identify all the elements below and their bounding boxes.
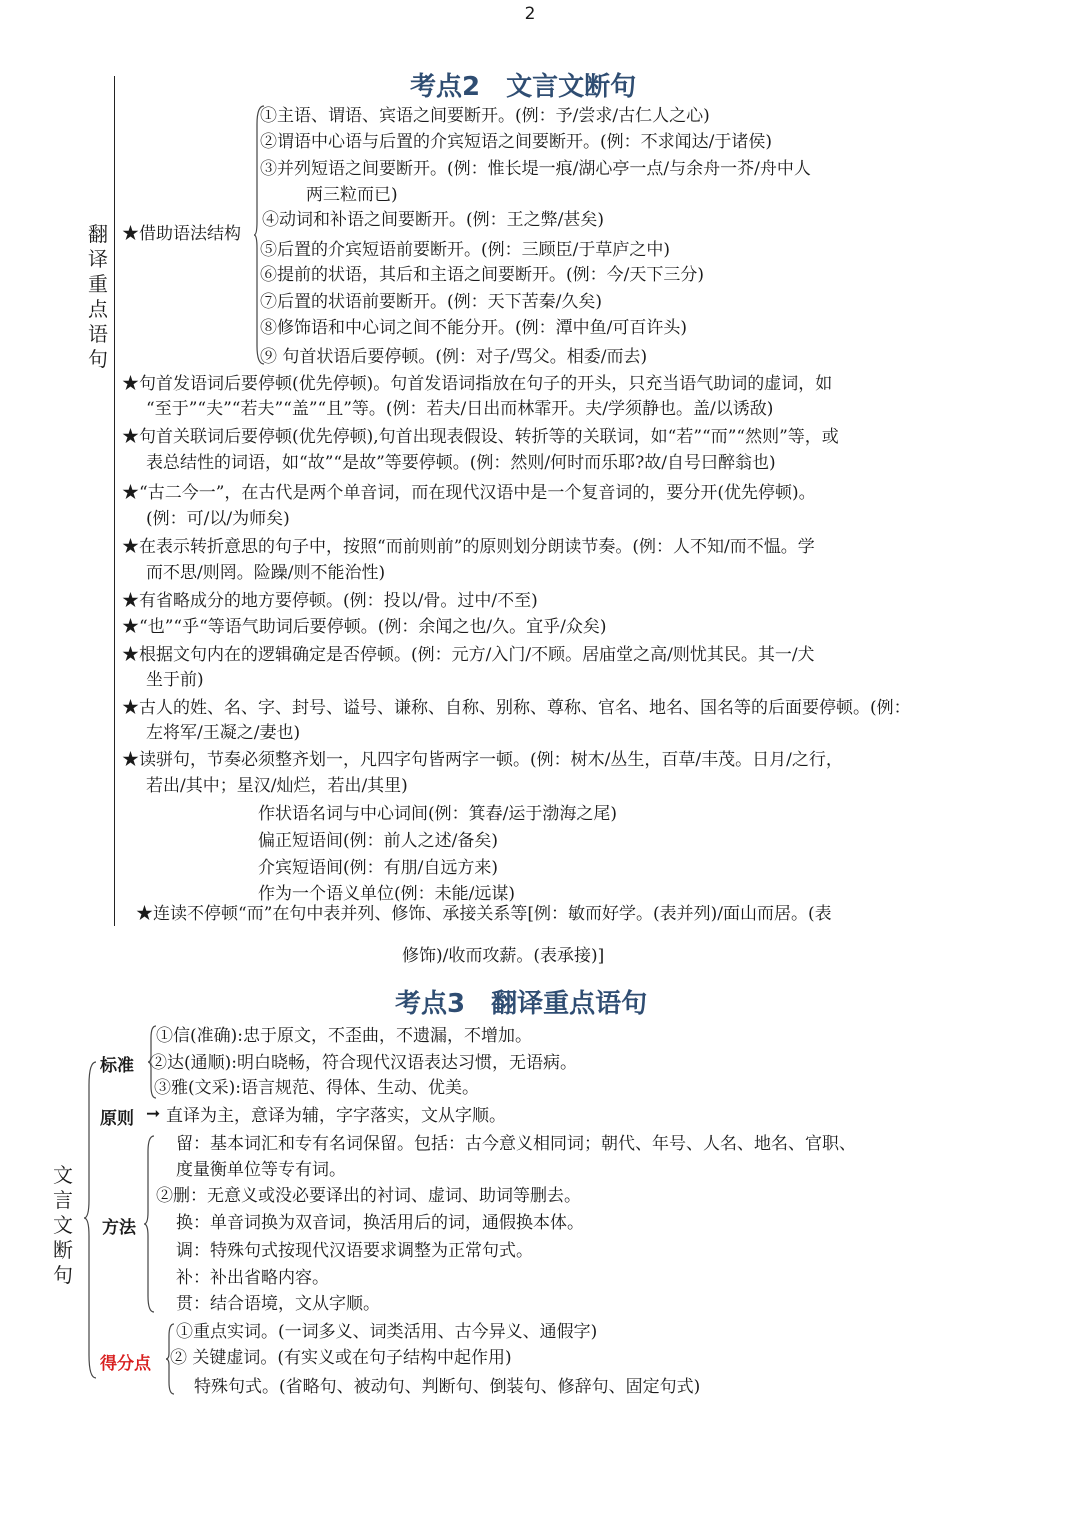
- star-line: ★有省略成分的地方要停顿。(例：投以/骨。过中/不至): [122, 591, 538, 611]
- score-item: ①重点实词。(一词多义、词类活用、古今异义、通假字): [176, 1322, 598, 1342]
- star-line: ★读骈句，节奏必须整齐划一，凡四字句皆两字一顿。(例：树木/丛生，百草/丰茂。日月/之行，: [122, 750, 843, 770]
- star-line-cont: 坐于前): [146, 670, 204, 690]
- section3-side-label: 文言文断句: [53, 1163, 73, 1287]
- score-item: 特殊句式。(省略句、被动句、判断句、倒装句、修辞句、固定句式): [194, 1377, 701, 1397]
- method-item: ②删：无意义或没必要译出的衬词、虚词、助词等删去。: [156, 1186, 581, 1206]
- er-star-line-cont: 修饰)/收而攻薪。(表承接)]: [402, 946, 605, 966]
- method-item: 留：基本词汇和专有名词保留。包括：古今意义相同词；朝代、年号、人名、地名、官职、: [176, 1134, 856, 1154]
- star-line: ★在表示转折意思的句子中，按照“而前则前”的原则划分朗读节奏。(例：人不知/而不愠。学: [122, 537, 815, 557]
- section2-side-label: 翻译重点语句: [88, 222, 108, 371]
- score-item: ② 关键虚词。(有实义或在句子结构中起作用): [170, 1348, 512, 1368]
- principle-text: 直译为主，意译为辅，字字落实，文从字顺。: [166, 1106, 506, 1126]
- grammar-item: ⑦后置的状语前要断开。(例：天下苦秦/久矣): [260, 292, 602, 312]
- standard-item: ①信(准确):忠于原文，不歪曲，不遗漏，不增加。: [156, 1026, 532, 1046]
- section3-main-brace: [84, 1060, 98, 1380]
- er-item: 偏正短语间(例：前人之述/备矣): [258, 831, 498, 851]
- grammar-item: ⑥提前的状语，其后和主语之间要断开。(例：今/天下三分): [260, 265, 704, 285]
- grammar-item-cont: 两三粒而已): [306, 185, 398, 205]
- star-line-cont: (例：可/以/为师矣): [146, 509, 290, 529]
- grammar-item: ③并列短语之间要断开。(例：惟长堤一痕/湖心亭一点/与余舟一芥/舟中人: [260, 159, 811, 179]
- star-line-cont: 而不思/则罔。险躁/则不能治性): [146, 563, 386, 583]
- grammar-item: ⑧修饰语和中心词之间不能分开。(例：潭中鱼/可百许头): [260, 318, 687, 338]
- page-number: 2: [524, 4, 536, 24]
- score-label: 得分点: [100, 1354, 151, 1374]
- grammar-item: ④动词和补语之间要断开。(例：王之弊/甚矣): [262, 210, 604, 230]
- star-line: ★根据文句内在的逻辑确定是否停顿。(例：元方/入门/不顾。居庙堂之高/则忧其民。其一/犬: [122, 645, 815, 665]
- er-item: 作状语名词与中心词间(例：箕舂/运于渤海之尾): [258, 804, 617, 824]
- star-line-cont: 表总结性的词语，如“故”“是故”等要停顿。(例：然则/何时而乐耶?故/自号曰醉翁也): [146, 453, 776, 473]
- star-line: ★古人的姓、名、字、封号、谥号、谦称、自称、别称、尊称、官名、地名、国名等的后面要停顿。(例：: [122, 698, 911, 718]
- section2-vertical-rule: [114, 76, 115, 926]
- method-label: 方法: [102, 1218, 136, 1238]
- method-brace: [144, 1134, 156, 1314]
- section-title-2: 考点2 文言文断句: [410, 72, 637, 102]
- method-item-cont: 度量衡单位等专有词。: [176, 1160, 346, 1180]
- er-item: 介宾短语间(例：有朋/自远方来): [258, 858, 498, 878]
- star-line-cont: 左将军/王凝之/妻也): [146, 723, 301, 743]
- star-line: ★“也”“乎“等语气助词后要停顿。(例：余闻之也/久。宜乎/众矣): [122, 617, 607, 637]
- star-line: ★句首发语词后要停顿(优先停顿)。句首发语词指放在句子的开头，只充当语气助词的虚词，如: [122, 374, 833, 394]
- star-line-cont: “至于”“夫”“若夫”“盖”“且”等。(例：若夫/日出而林霏开。夫/学须静也。盖/以诱敌): [146, 399, 774, 419]
- grammar-item: ⑨ 句首状语后要停顿。(例：对子/骂父。相委/而去): [260, 347, 648, 367]
- method-item: 补：补出省略内容。: [176, 1268, 329, 1288]
- method-item: 贯：结合语境，文从字顺。: [176, 1294, 380, 1314]
- grammar-star-label: ★借助语法结构: [122, 224, 241, 244]
- standard-label: 标准: [100, 1056, 134, 1076]
- star-line: ★句首关联词后要停顿(优先停顿),句首出现表假设、转折等的关联词，如“若”“而”“然则”等，或: [122, 427, 839, 447]
- star-line-cont: 若出/其中；星汉/灿烂，若出/其里): [146, 776, 408, 796]
- er-item: 作为一个语义单位(例：未能/远谋): [258, 884, 515, 904]
- method-item: 换：单音词换为双音词，换活用后的词，通假换本体。: [176, 1213, 584, 1233]
- principle-arrow-icon: ➞: [146, 1104, 161, 1124]
- standard-item: ②达(通顺):明白晓畅，符合现代汉语表达习惯，无语病。: [150, 1053, 577, 1073]
- method-item: 调：特殊句式按现代汉语要求调整为正常句式。: [176, 1241, 533, 1261]
- grammar-item: ①主语、谓语、宾语之间要断开。(例：予/尝求/古仁人之心): [260, 106, 710, 126]
- star-line: ★“古二今一”，在古代是两个单音词，而在现代汉语中是一个复音词的，要分开(优先停顿)。: [122, 483, 816, 503]
- principle-label: 原则: [100, 1109, 134, 1129]
- er-star-line: ★连读不停顿“而”在句中表并列、修饰、承接关系等[例：敏而好学。(表并列)/面山而居。(表: [136, 904, 832, 924]
- section-title-3: 考点3 翻译重点语句: [395, 989, 648, 1019]
- grammar-item: ⑤后置的介宾短语前要断开。(例：三顾臣/于草庐之中): [260, 240, 670, 260]
- standard-item: ③雅(文采):语言规范、得体、生动、优美。: [154, 1078, 479, 1098]
- grammar-item: ②谓语中心语与后置的介宾短语之间要断开。(例：不求闻达/于诸侯): [260, 132, 772, 152]
